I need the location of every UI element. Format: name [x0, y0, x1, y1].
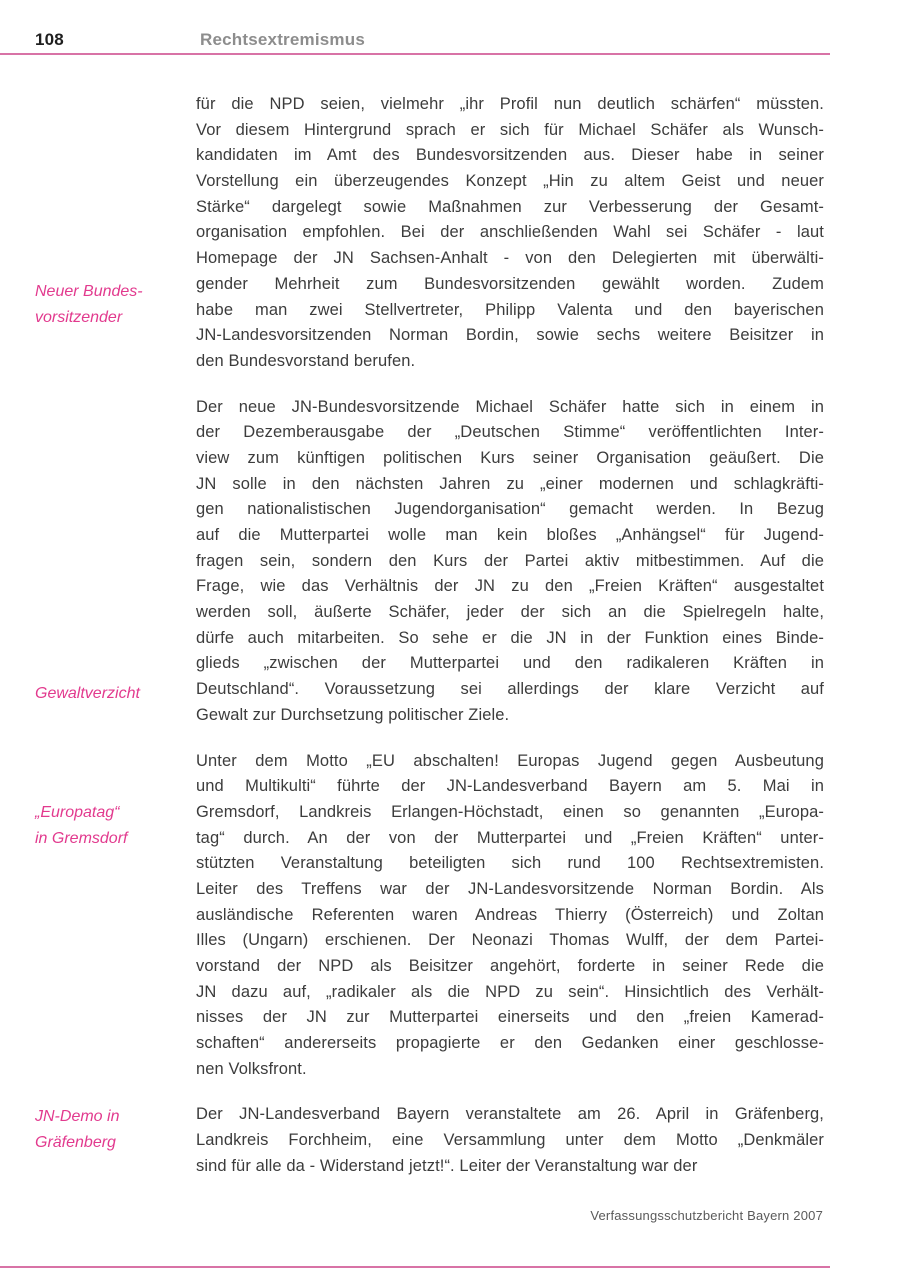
paragraph [196, 395, 824, 729]
text-line: für die NPD seien, vielmehr „ihr Profil nun deutlich schärfen“ müssten. [196, 95, 824, 113]
text-line: JN-Landesvorsitzenden Norman Bordin, sowie sechs weitere Beisitzer in [196, 326, 824, 345]
text-line: der Dezemberausgabe der „Deutschen Stimme“ veröffentlichten Inter- [196, 423, 824, 442]
text-line: Gremsdorf, Landkreis Erlangen-Höchstadt, einen so genannten „Europa- [196, 802, 824, 821]
text-line: auf die Mutterpartei wolle man kein bloßes „Anhängsel“ für Jugend- [196, 526, 824, 544]
text-line: Unter dem Motto „EU abschalten! Europas Jugend gegen Ausbeutung [196, 751, 824, 770]
text-line: gender Mehrheit zum Bundesvorsitzenden gewählt worden. Zudem [196, 274, 824, 293]
text-line: Stärke“ dargelegt sowie Maßnahmen zur Verbesserung der Gesamt- [196, 197, 824, 216]
margin-note [35, 1104, 190, 1155]
margin-note-line: Neuer Bundes- [35, 283, 143, 300]
section-title: Rechtsextremismus [200, 30, 365, 49]
margin-note-line: Gewaltverzicht [35, 685, 140, 702]
margin-note [35, 681, 190, 707]
margin-note [35, 800, 190, 851]
margin-note [35, 279, 190, 330]
text-line: tag“ durch. An der von der Mutterpartei und „Freien Kräften“ unter- [196, 828, 824, 847]
text-line: Der neue JN-Bundesvorsitzende Michael Schäfer hatte sich in einem in [196, 397, 824, 416]
text-line: JN dazu auf, „radikaler als die NPD zu sein“. Hinsichtlich des Verhält- [196, 982, 824, 1001]
text-line: Vor diesem Hintergrund sprach er sich für Michael Schäfer als Wunsch- [196, 120, 824, 139]
footer-text: Verfassungsschutzbericht Bayern 2007 [590, 1208, 823, 1223]
text-line: Vorstellung ein überzeugendes Konzept „Hin zu altem Geist und neuer [196, 172, 824, 191]
paragraph [196, 749, 824, 1083]
text-line: Illes (Ungarn) erschienen. Der Neonazi Thomas Wulff, der dem Partei- [196, 931, 824, 950]
paragraph [196, 92, 824, 375]
text-line: habe man zwei Stellvertreter, Philipp Valenta und den bayerischen [196, 300, 824, 319]
text-line: Landkreis Forchheim, eine Versammlung unter dem Motto „Denkmäler [196, 1131, 824, 1150]
paragraph [196, 1102, 824, 1179]
text-line: nen Volksfront. [196, 1059, 307, 1078]
text-line: Deutschland“. Voraussetzung sei allerdings der klare Verzicht auf [196, 680, 824, 699]
text-line: glieds „zwischen der Mutterpartei und den radikaleren Kräften in [196, 654, 824, 673]
body-column [196, 92, 824, 1200]
text-line: dürfe auch mitarbeiten. So sehe er die JN in der Funktion eines Binde- [196, 628, 824, 647]
text-line: JN solle in den nächsten Jahren zu „einer modernen und schlagkräfti- [196, 474, 824, 493]
text-line: vorstand der NPD als Beisitzer angehört, forderte in seiner Rede die [196, 957, 824, 975]
text-line: organisation empfohlen. Bei der anschließenden Wahl sei Schäfer - laut [196, 223, 824, 242]
footer-rule [0, 1266, 830, 1268]
text-line: Gewalt zur Durchsetzung politischer Ziele. [196, 705, 510, 724]
margin-note-line: in Gremsdorf [35, 829, 128, 847]
text-line: schaften“ andererseits propagierte er den Gedanken einer geschlosse- [196, 1034, 824, 1053]
text-line: Frage, wie das Verhältnis der JN zu den „Freien Kräften“ ausgestaltet [196, 577, 824, 596]
page-number: 108 [35, 30, 64, 49]
text-line: sind für alle da - Widerstand jetzt!“. Leiter der Veranstaltung war der [196, 1156, 698, 1175]
text-line: Leiter des Treffens war der JN-Landesvorsitzende Norman Bordin. Als [196, 879, 824, 898]
text-line: und Multikulti“ führte der JN-Landesverband Bayern am 5. Mai in [196, 777, 824, 796]
text-line: view zum künftigen politischen Kurs seiner Organisation geäußert. Die [196, 448, 824, 467]
text-line: den Bundesvorstand berufen. [196, 351, 416, 370]
text-line: gen nationalistischen Jugendorganisation“ gemacht werden. In Bezug [196, 500, 824, 519]
margin-note-line: JN-Demo in [35, 1108, 120, 1125]
text-line: werden soll, äußerte Schäfer, jeder der sich an die Spielregeln halte, [196, 603, 824, 622]
margin-note-line: „Europatag“ [35, 804, 120, 821]
text-line: Homepage der JN Sachsen-Anhalt - von den Delegierten mit überwälti- [196, 249, 824, 268]
text-line: Der JN-Landesverband Bayern veranstaltete am 26. April in Gräfenberg, [196, 1105, 824, 1124]
text-line: stützten Veranstaltung beteiligten sich rund 100 Rechtsextremisten. [196, 854, 824, 873]
text-line: nisses der JN zur Mutterpartei einerseits und den „freien Kamerad- [196, 1008, 824, 1027]
margin-note-line: vorsitzender [35, 308, 123, 326]
text-line: kandidaten im Amt des Bundesvorsitzenden aus. Dieser habe in seiner [196, 146, 824, 165]
margin-notes [0, 0, 190, 1272]
text-line: fragen sein, sondern den Kurs der Partei aktiv mitbestimmen. Auf die [196, 551, 824, 570]
margin-note-line: Gräfenberg [35, 1133, 116, 1151]
text-line: ausländische Referenten waren Andreas Thierry (Österreich) und Zoltan [196, 905, 824, 924]
